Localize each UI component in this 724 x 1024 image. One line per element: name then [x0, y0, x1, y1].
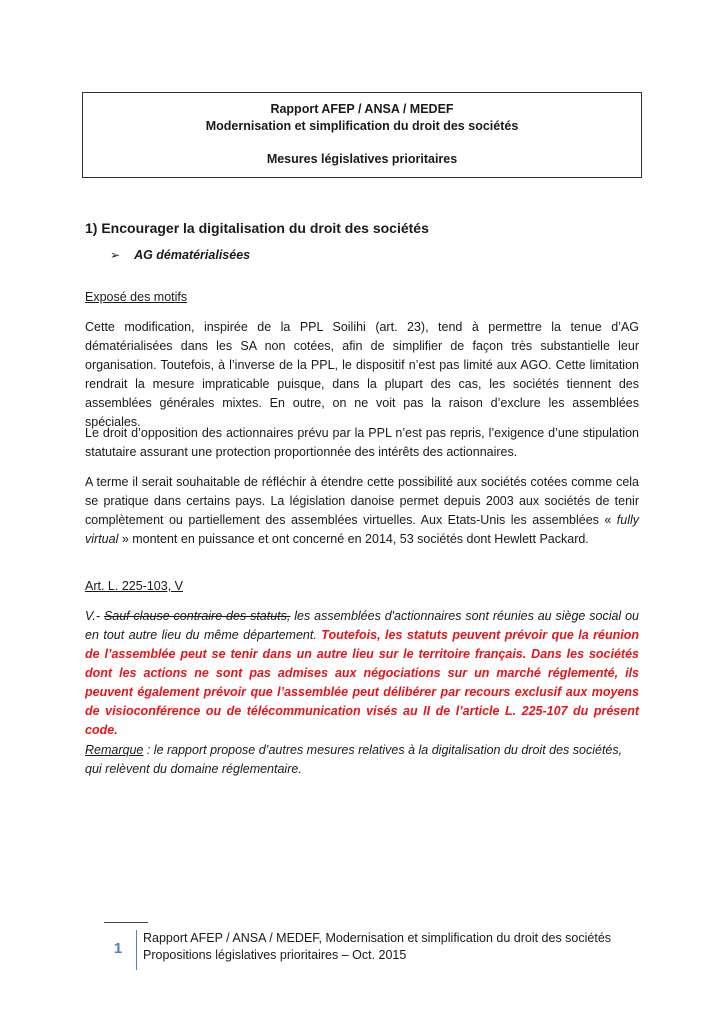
arrow-bullet-icon: ➢ — [110, 248, 121, 262]
report-title: Rapport AFEP / ANSA / MEDEF — [270, 102, 454, 116]
remark-paragraph — [85, 741, 639, 779]
bullet-label: AG dématérialisées — [134, 248, 251, 262]
remark-label: Remarque — [85, 743, 144, 757]
motifs-heading: Exposé des motifs — [85, 290, 188, 304]
remark-text: : le rapport propose d’autres mesures relatives à la digitalisation du droit des sociétés, qui relèvent du domaine réglementaire. — [85, 743, 623, 776]
existing-text: les assemblées d'actionnaires sont réunies au siège social ou en tout autre lieu du même département. — [85, 609, 639, 642]
page-number: 1 — [113, 940, 123, 957]
motifs-p3-italic: fully virtual — [85, 513, 639, 546]
article-reference: Art. L. 225-103, V — [85, 579, 183, 593]
footer-text — [143, 930, 611, 964]
motifs-p3-start: A terme il serait souhaitable de réfléchir à étendre cette possibilité aux sociétés cotées comme cela se pratique dans certains pays. La législation danoise permet depuis 2003 aux sociétés de tenir complètement ou partiellement des assemblées virtuelles. Aux Etats-Unis les assemblées « — [85, 475, 639, 527]
footer-rule — [104, 922, 148, 923]
motifs-paragraph-3 — [85, 473, 639, 549]
footer-line-1: Rapport AFEP / ANSA / MEDEF, Modernisation et simplification du droit des sociétés — [143, 931, 612, 945]
motifs-p3-end: » montent en puissance et ont concerné en 2014, 53 sociétés dont Hewlett Packard. — [118, 532, 589, 546]
section-heading: 1) Encourager la digitalisation du droit des sociétés — [85, 220, 429, 236]
page-footer — [104, 930, 611, 970]
bullet-item — [110, 248, 250, 262]
article-text — [85, 607, 639, 740]
footer-divider — [136, 930, 137, 970]
footer-line-2: Propositions législatives prioritaires – Oct. 2015 — [143, 948, 407, 962]
title-spacer — [83, 135, 641, 151]
report-subtitle: Modernisation et simplification du droit des sociétés — [205, 119, 519, 133]
motifs-paragraph-1: Cette modification, inspirée de la PPL Soilihi (art. 23), tend à permettre la tenue d’AG dématérialisées dans les SA non cotées, afin de simplifier de façon très substantielle leur organisation. Toutefois, à l’inverse de la PPL, le dispositif n’est pas limité aux AGO. Cette limitation rendrait la mesure impraticable puisque, dans la plupart des cas, les sociétés tiennent des assemblées générales mixtes. En outre, on ne voit pas la raison d’exclure les assemblées spéciales. — [85, 320, 639, 429]
deleted-text: Sauf clause contraire des statuts, — [103, 609, 291, 623]
report-measures-title: Mesures législatives prioritaires — [266, 152, 458, 166]
article-prefix: V.- — [85, 609, 104, 623]
title-box — [82, 92, 642, 178]
added-text: Toutefois, les statuts peuvent prévoir que la réunion de l’assemblée peut se tenir dans un autre lieu sur le territoire français. Dans les sociétés dont les actions ne sont pas admises aux négociations sur un marché réglementé, ils peuvent également prévoir que l’assemblée peut délibérer par recours exclusif aux moyens de visioconférence ou de télécommunication visés au II de l’article L. 225-107 du présent code. — [85, 628, 639, 737]
motifs-paragraph-2: Le droit d’opposition des actionnaires prévu par la PPL n’est pas repris, l’exigence d’une stipulation statutaire assurant une protection proportionnée des intérêts des actionnaires. — [85, 426, 639, 459]
